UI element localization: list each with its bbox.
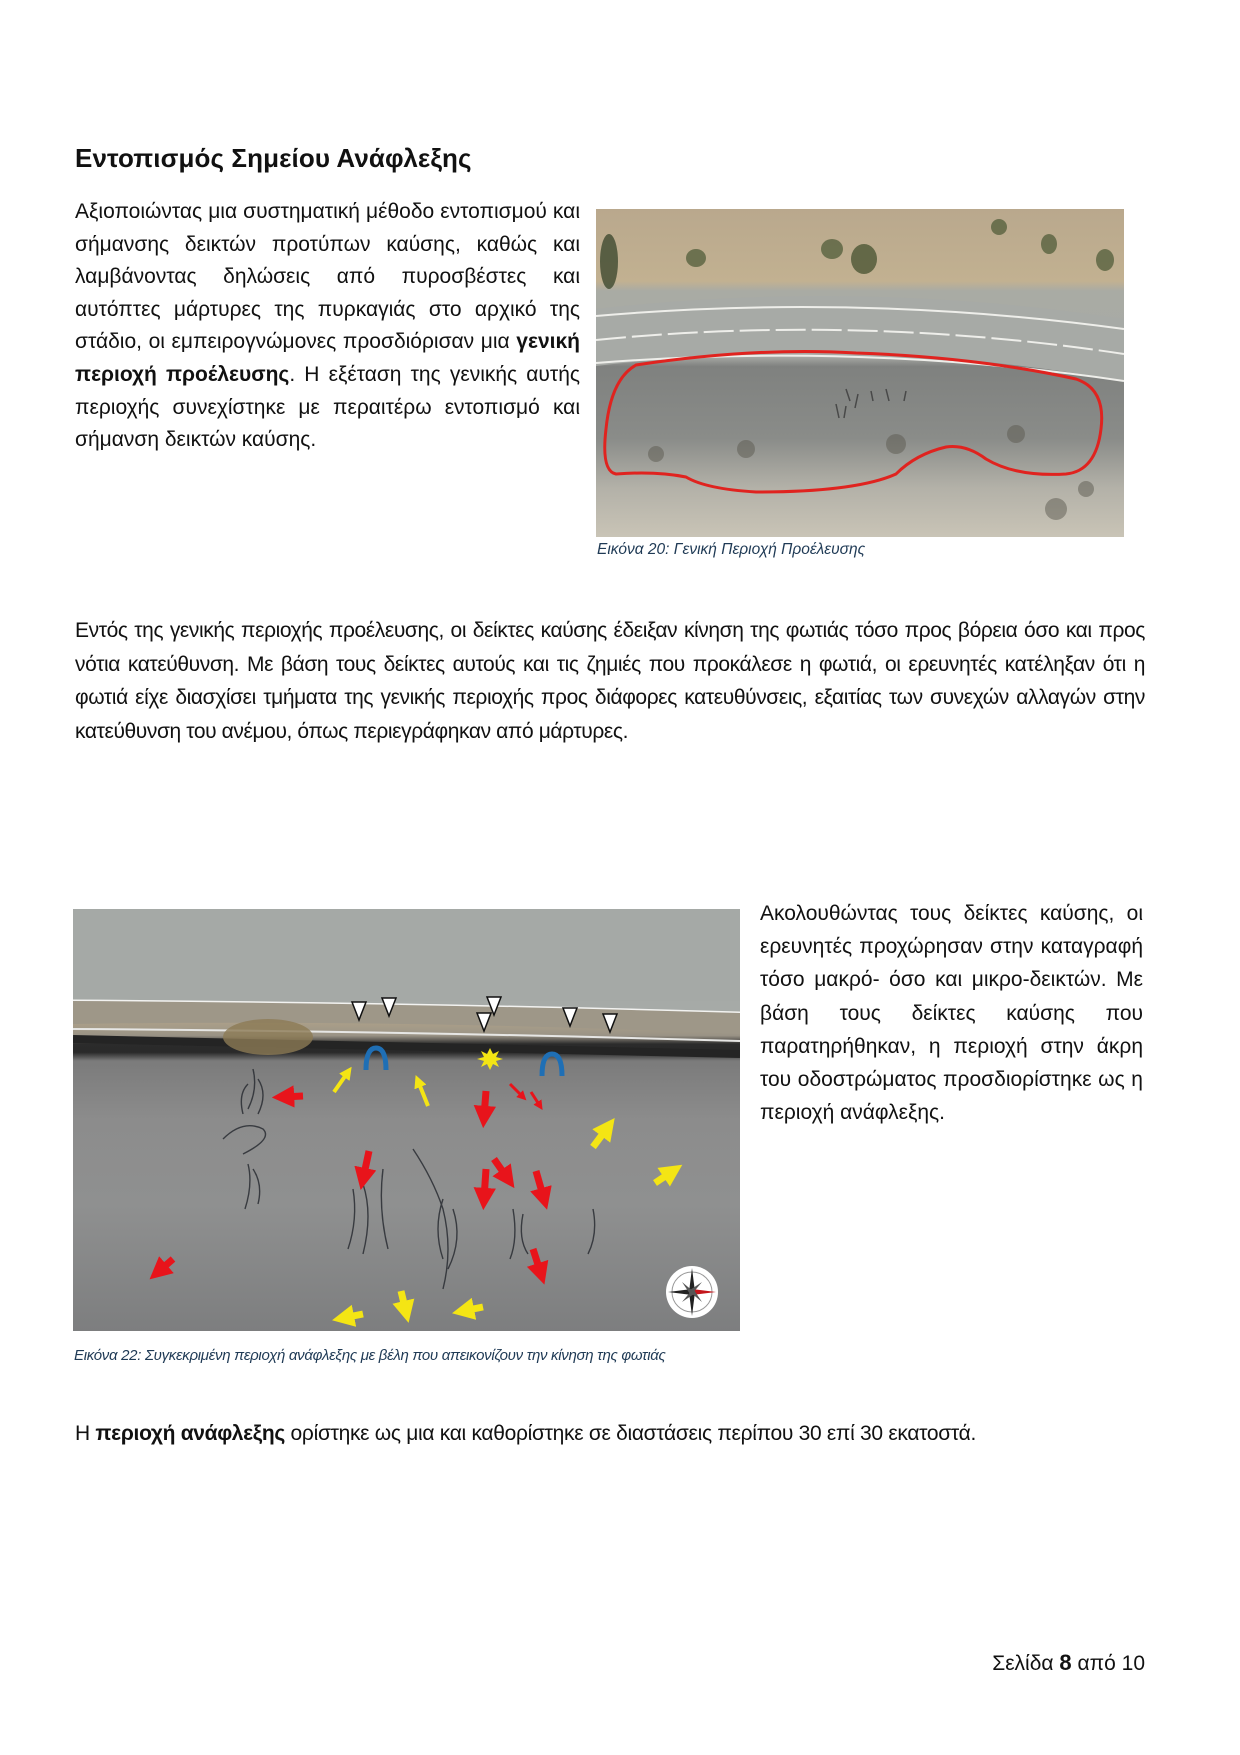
bush [821,239,843,259]
intro-paragraph [75,196,580,457]
footer-middle: από [1071,1652,1122,1675]
total-pages: 10 [1121,1652,1145,1675]
tree [600,234,618,289]
figure-22-image [73,909,740,1331]
current-page: 8 [1059,1650,1072,1675]
section-heading: Εντοπισμός Σημείου Ανάφλεξης [75,143,472,173]
figure-20-image [596,209,1124,537]
intro-text: Αξιοποιώντας μια συστηματική μέθοδο εντοπισμού και σήμανσης δεικτών προτύπων καύσης, καθώς και λαμβάνοντας δηλώσεις από πυροσβέστες και αυτόπτες μάρτυρες της πυρκαγιάς στο αρχικό της στάδιο, οι εμπειρογνώμονες προσδιόρισαν μια [75,200,580,354]
bush [851,244,877,274]
footer-prefix: Σελίδα [992,1652,1060,1675]
annotated-photo [73,909,740,1331]
bush [1041,234,1057,254]
p4-text-end: ορίστηκε ως μια και καθορίστηκε σε διαστάσεις περίπου 30 επί 30 εκατοστά. [285,1422,976,1445]
body-paragraph-3: Ακολουθώντας τους δείκτες καύσης, οι ερευνητές προχώρησαν στην καταγραφή τόσο μακρό- όσο και μικρο-δεικτών. Με βάση τους δείκτες καύσης που παρατηρήθηκαν, η περιοχή στην άκρη του οδοστρώματος προσδιορίστηκε ως η περιοχή ανάφλεξης. [760,902,1143,1125]
bush [1096,249,1114,271]
body-paragraph-2: Εντός της γενικής περιοχής προέλευσης, οι δείκτες καύσης έδειξαν κίνηση της φωτιάς τόσο προς βόρεια όσο και προς νότια κατεύθυνση. Με βάση τους δείκτες αυτούς και τις ζημιές που προκάλεσε η φωτιά, οι ερευνητές κατέληξαν ότι η φωτιά είχε διασχίσει τμήματα της γενικής περιοχής προς διάφορες κατευθύνσεις, εξαιτίας των συνεχών αλλαγών στην κατεύθυνση του ανέμου, όπως περιεγράφηκαν από μάρτυρες. [75,619,1145,743]
p4-text: Η [75,1422,96,1445]
bush [686,249,706,267]
bush [991,219,1007,235]
p4-bold-term: περιοχή ανάφλεξης [95,1422,286,1445]
figure-20-caption: Εικόνα 20: Γενική Περιοχή Προέλευσης [597,541,866,558]
compass-rose [666,1266,718,1318]
intro-bold-term: γενική περιοχή προέλευσης [75,330,580,386]
intro-text-end: . Η εξέταση της γενικής αυτής περιοχής συνεχίστηκε με περαιτέρω εντοπισμό και σήμανση δεικτών καύσης. [75,362,580,452]
body-paragraph-4 [75,1417,1145,1450]
figure-22-caption: Εικόνα 22: Συγκεκριμένη περιοχή ανάφλεξης με βέλη που απεικονίζουν την κίνηση της φωτιάς [74,1347,666,1364]
page-number-footer [992,1650,1145,1676]
